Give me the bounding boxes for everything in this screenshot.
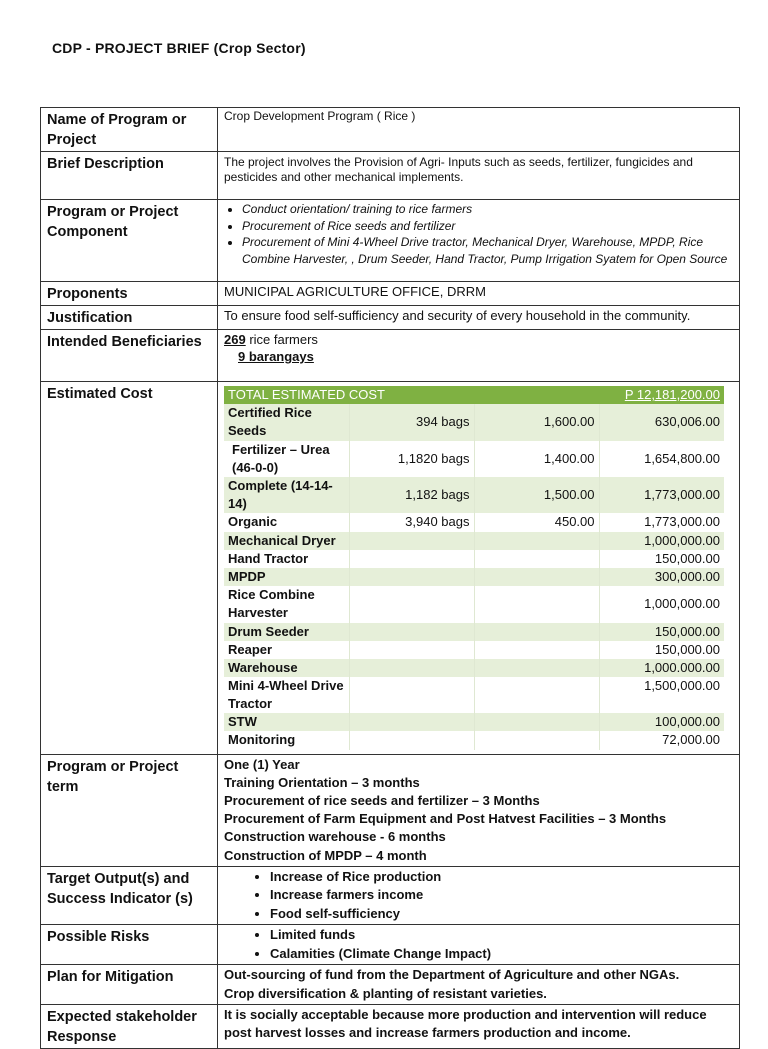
cost-row xyxy=(224,677,724,713)
row-risks xyxy=(41,925,740,965)
cost-item-total: 1,500,000.00 xyxy=(599,677,724,713)
beneficiary-barangays: 9 barangays xyxy=(238,349,314,364)
cost-item-price: 1,600.00 xyxy=(474,404,599,440)
cost-row xyxy=(224,659,724,677)
cost-item-price xyxy=(474,532,599,550)
cost-item-price xyxy=(474,550,599,568)
mitigation-line: Crop diversification & planting of resistant varieties. xyxy=(224,985,547,1001)
cost-header-label: TOTAL ESTIMATED COST xyxy=(224,386,599,404)
cost-item-name: Hand Tractor xyxy=(224,550,349,568)
mitigation-line: Out-sourcing of fund from the Department of Agriculture and other NGAs. xyxy=(224,967,680,983)
cost-item-qty xyxy=(349,677,474,713)
cost-item-total: 300,000.00 xyxy=(599,568,724,586)
label-term: Program or Project term xyxy=(41,754,218,866)
cost-item-total: 150,000.00 xyxy=(599,550,724,568)
cost-item-qty xyxy=(349,713,474,731)
cost-item-name: Reaper xyxy=(224,641,349,659)
cost-item-price xyxy=(474,659,599,677)
list-item: • Increase farmers income xyxy=(270,886,735,905)
term-line: One (1) Year xyxy=(224,756,300,772)
cost-item-total: 1,000,000.00 xyxy=(599,586,724,622)
value-stakeholder: It is socially acceptable because more production and intervention will reduce post harvest losses and increase farmers production and income. xyxy=(218,1004,740,1048)
cost-item-qty: 3,940 bags xyxy=(349,513,474,531)
cost-item-name: Rice Combine Harvester xyxy=(224,586,349,622)
cost-item-price: 1,400.00 xyxy=(474,441,599,477)
cost-item-name: Certified Rice Seeds xyxy=(224,404,349,440)
label-brief-description: Brief Description xyxy=(41,152,218,200)
cost-item-name: Monitoring xyxy=(224,731,349,749)
cost-table xyxy=(224,386,724,750)
cost-item-total: 150,000.00 xyxy=(599,623,724,641)
label-risks: Possible Risks xyxy=(41,925,218,965)
page-title: CDP - PROJECT BRIEF (Crop Sector) xyxy=(52,40,306,56)
label-program-name: Name of Program or Project xyxy=(41,108,218,152)
cost-item-qty xyxy=(349,659,474,677)
cost-item-name: Fertilizer – Urea (46-0-0) xyxy=(224,441,349,477)
row-stakeholder xyxy=(41,1004,740,1048)
cost-item-qty: 1,182 bags xyxy=(349,477,474,513)
beneficiary-count: 269 xyxy=(224,332,246,347)
cost-row xyxy=(224,532,724,550)
list-item: • Calamities (Climate Change Impact) xyxy=(270,945,735,964)
cost-row xyxy=(224,641,724,659)
cost-item-price xyxy=(474,586,599,622)
list-item: • Conduct orientation/ training to rice farmers xyxy=(242,201,735,218)
cost-item-price xyxy=(474,713,599,731)
cost-item-name: STW xyxy=(224,713,349,731)
value-justification: To ensure food self-sufficiency and security of every household in the community. xyxy=(218,306,740,330)
cost-item-qty: 1,1820 bags xyxy=(349,441,474,477)
component-list xyxy=(218,201,735,267)
cost-item-total: 1,000,000.00 xyxy=(599,532,724,550)
cost-row xyxy=(224,623,724,641)
cost-item-qty xyxy=(349,623,474,641)
cost-item-price: 450.00 xyxy=(474,513,599,531)
list-item: • Limited funds xyxy=(270,926,735,945)
cost-row xyxy=(224,404,724,440)
term-line: Procurement of rice seeds and fertilizer – 3 Months xyxy=(224,793,540,809)
cost-header-total: P 12,181,200.00 xyxy=(599,386,724,404)
cost-item-qty xyxy=(349,641,474,659)
cost-item-total: 72,000.00 xyxy=(599,731,724,749)
cost-row xyxy=(224,477,724,513)
cost-item-qty xyxy=(349,532,474,550)
cost-item-qty: 394 bags xyxy=(349,404,474,440)
list-item: • Increase of Rice production xyxy=(270,868,735,887)
cost-item-total: 630,006.00 xyxy=(599,404,724,440)
value-proponents: MUNICIPAL AGRICULTURE OFFICE, DRRM xyxy=(218,282,740,306)
risks-list xyxy=(224,926,735,963)
row-proponents xyxy=(41,282,740,306)
term-line: Training Orientation – 3 months xyxy=(224,774,420,790)
cost-item-price xyxy=(474,568,599,586)
cost-item-price: 1,500.00 xyxy=(474,477,599,513)
list-item: • Procurement of Mini 4-Wheel Drive tractor, Mechanical Dryer, Warehouse, MPDP, Rice Combine Harvester, , Drum Seeder, Hand Tractor, Pump Irrigation Syatem for Open Source xyxy=(242,234,735,267)
label-proponents: Proponents xyxy=(41,282,218,306)
value-program-name: Crop Development Program ( Rice ) xyxy=(218,108,740,152)
cost-item-price xyxy=(474,641,599,659)
cost-item-name: Organic xyxy=(224,513,349,531)
cost-item-qty xyxy=(349,568,474,586)
cost-item-total: 1,654,800.00 xyxy=(599,441,724,477)
label-stakeholder: Expected stakeholder Response xyxy=(41,1004,218,1048)
value-brief-description: The project involves the Provision of Agri- Inputs such as seeds, fertilizer, fungicides and pesticides and other mechanical implements. xyxy=(218,152,740,200)
cost-item-name: Mini 4-Wheel Drive Tractor xyxy=(224,677,349,713)
cost-item-price xyxy=(474,677,599,713)
cost-item-name: Complete (14-14-14) xyxy=(224,477,349,513)
row-brief-description xyxy=(41,152,740,200)
cost-item-qty xyxy=(349,550,474,568)
row-estimated-cost xyxy=(41,382,740,755)
row-component xyxy=(41,200,740,282)
row-mitigation xyxy=(41,965,740,1004)
cost-item-total: 150,000.00 xyxy=(599,641,724,659)
cost-row xyxy=(224,713,724,731)
row-target-output xyxy=(41,866,740,925)
cost-row xyxy=(224,513,724,531)
cost-item-name: Mechanical Dryer xyxy=(224,532,349,550)
label-beneficiaries: Intended Beneficiaries xyxy=(41,330,218,382)
list-item: • Procurement of Rice seeds and fertilizer xyxy=(242,218,735,235)
cost-row xyxy=(224,441,724,477)
cost-item-name: Drum Seeder xyxy=(224,623,349,641)
cost-item-qty xyxy=(349,586,474,622)
target-output-list xyxy=(224,868,735,924)
row-beneficiaries xyxy=(41,330,740,382)
cost-item-total: 1,773,000.00 xyxy=(599,513,724,531)
beneficiary-count-suffix: rice farmers xyxy=(245,332,318,347)
project-brief-table xyxy=(40,107,740,1049)
cost-item-name: Warehouse xyxy=(224,659,349,677)
label-target-output: Target Output(s) and Success Indicator (s) xyxy=(41,866,218,925)
term-line: Construction of MPDP – 4 month xyxy=(224,847,427,863)
label-component: Program or Project Component xyxy=(41,200,218,282)
cost-row xyxy=(224,731,724,749)
term-line: Construction warehouse - 6 months xyxy=(224,829,446,845)
term-line: Procurement of Farm Equipment and Post Hatvest Facilities – 3 Months xyxy=(224,811,667,827)
label-mitigation: Plan for Mitigation xyxy=(41,965,218,1004)
cost-item-name: MPDP xyxy=(224,568,349,586)
row-program-name xyxy=(41,108,740,152)
list-item: • Food self-sufficiency xyxy=(270,905,735,924)
cost-item-price xyxy=(474,731,599,749)
cost-row xyxy=(224,550,724,568)
cost-item-total: 1,000.000.00 xyxy=(599,659,724,677)
cost-row xyxy=(224,568,724,586)
cost-item-total: 1,773,000.00 xyxy=(599,477,724,513)
label-justification: Justification xyxy=(41,306,218,330)
cost-item-price xyxy=(474,623,599,641)
cost-header-row xyxy=(224,386,724,404)
cost-item-total: 100,000.00 xyxy=(599,713,724,731)
row-term xyxy=(41,754,740,866)
label-estimated-cost: Estimated Cost xyxy=(41,382,218,755)
row-justification xyxy=(41,306,740,330)
cost-row xyxy=(224,586,724,622)
cost-item-qty xyxy=(349,731,474,749)
